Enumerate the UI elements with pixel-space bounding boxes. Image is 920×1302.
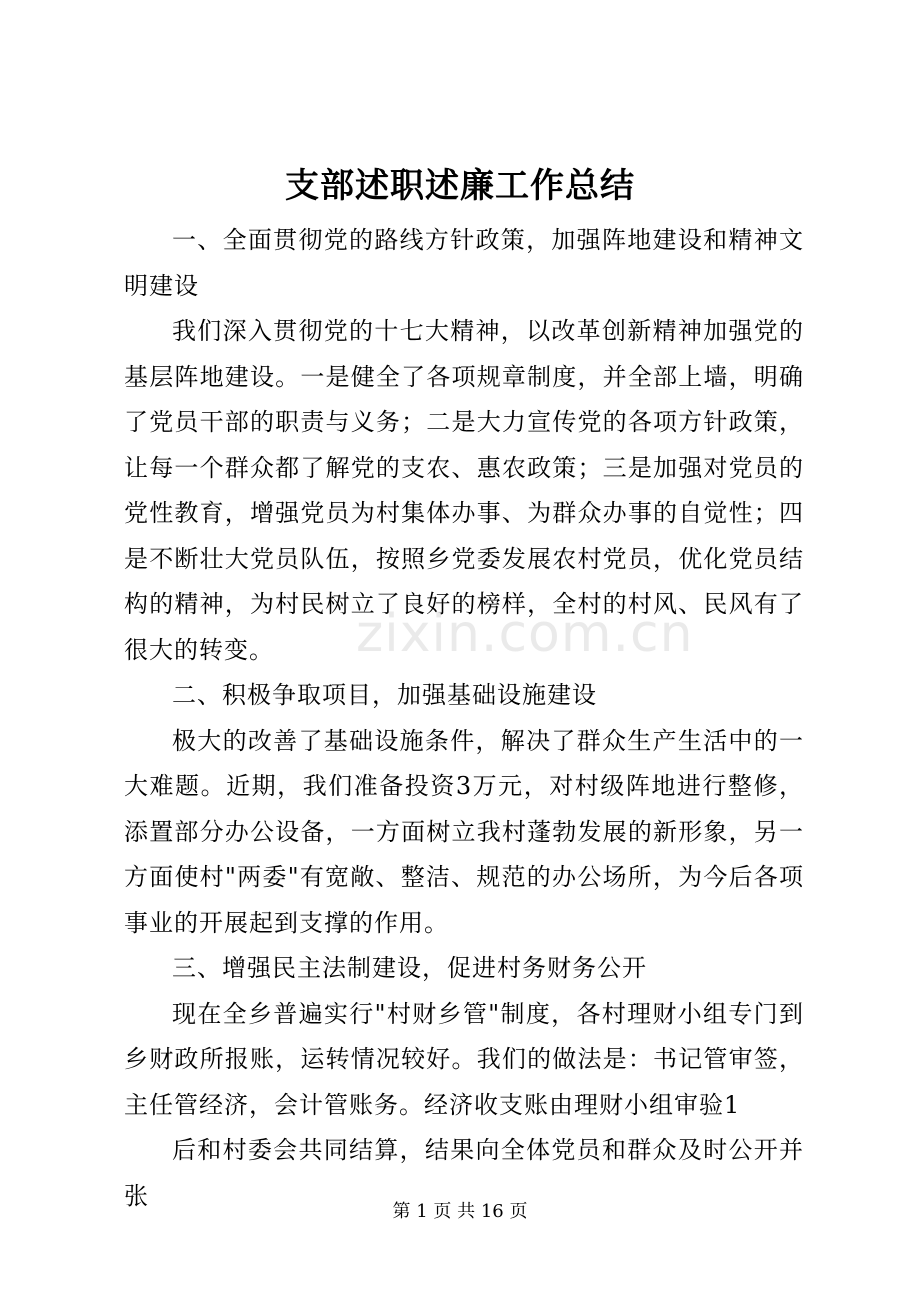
paragraph-4: 后和村委会共同结算，结果向全体党员和群众及时公开并张: [124, 1136, 804, 1210]
section-heading-3: 三、增强民主法制建设，促进村务财务公开: [172, 954, 647, 982]
paragraph-1: 我们深入贯彻党的十七大精神，以改革创新精神加强党的基层阵地建设。一是健全了各项规章制度，并全部上墙，明确了党员干部的职责与义务；二是大力宣传党的各项方针政策，让每一个群众都了解党的支农、惠农政策；三是加强对党员的党性教育，增强党员为村集体办事、为群众办事的自觉性；四是不断壮大党员队伍，按照乡党委发展农村党员，优化党员结构的精神，为村民树立了良好的榜样，全村的村风、民风有了很大的转变。: [124, 317, 804, 664]
paragraph-2: 极大的改善了基础设施条件，解决了群众生产生活中的一大难题。近期，我们准备投资3万元，对村级阵地进行整修，添置部分办公设备，一方面树立我村蓬勃发展的新形象，另一方面使村"两委"有宽敞、整洁、规范的办公场所，为今后各项事业的开展起到支撑的作用。: [124, 726, 804, 937]
watermark: zixin.com.cn: [356, 604, 694, 664]
section-heading-1: 一、全面贯彻党的路线方针政策，加强阵地建设和精神文明建设: [124, 226, 804, 300]
document-body: [124, 218, 804, 1219]
paragraph-3: 现在全乡普遍实行"村财乡管"制度，各村理财小组专门到乡财政所报账，运转情况较好。我们的做法是：书记管审签，主任管经济，会计管账务。经济收支账由理财小组审验1: [124, 999, 804, 1119]
page-footer: 第 1 页 共 16 页: [392, 1201, 528, 1222]
document-title: 支部述职述廉工作总结: [285, 166, 635, 206]
section-heading-2: 二、积极争取项目，加强基础设施建设: [172, 681, 597, 709]
